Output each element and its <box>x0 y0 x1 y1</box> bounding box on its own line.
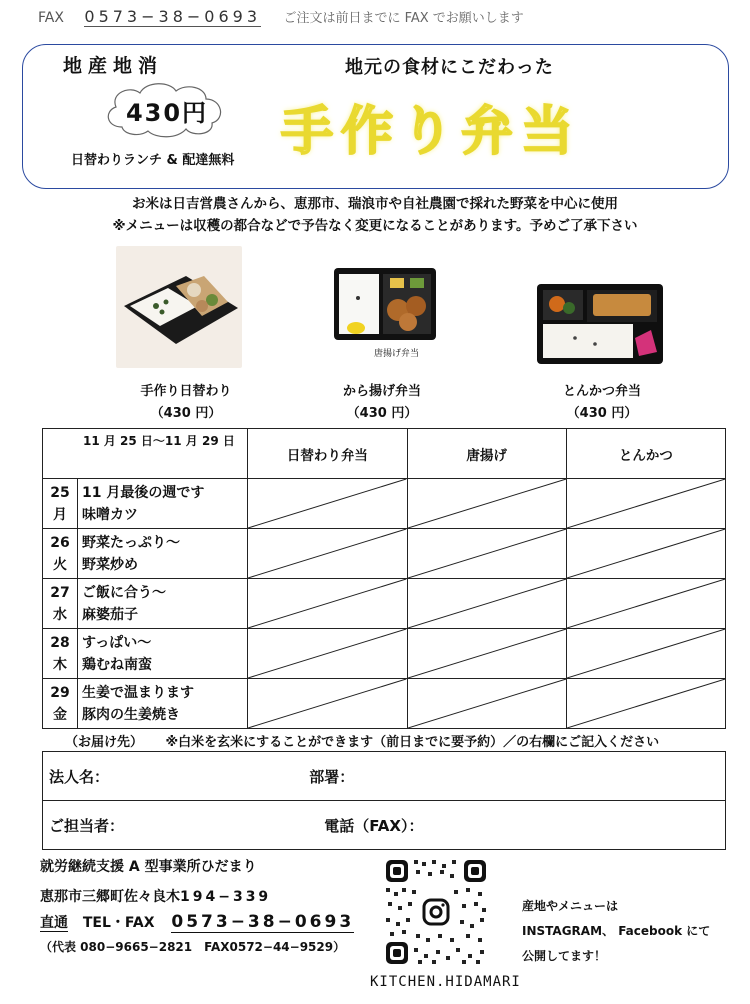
product-price-tonkatsu: （430 円） <box>566 406 638 421</box>
day-number: 28 <box>50 634 70 651</box>
table-row <box>43 629 726 679</box>
dish-line2: 豚肉の生姜焼き <box>82 706 181 723</box>
column-karaage: 唐揚げ <box>407 429 566 479</box>
price-cloud <box>100 79 230 139</box>
column-tonkatsu: とんかつ <box>566 429 725 479</box>
order-cell-daily[interactable] <box>248 529 407 579</box>
day-cell <box>43 579 78 629</box>
table-row <box>43 579 726 629</box>
product-price-karaage: （430 円） <box>346 406 418 421</box>
photo-daily-bento <box>116 246 242 368</box>
tel-fax-number: 0573−38−0693 <box>171 912 355 932</box>
product-price-daily: （430 円） <box>150 406 222 421</box>
dish-cell <box>78 479 248 529</box>
table-row <box>43 679 726 729</box>
order-table <box>42 428 726 729</box>
weekday: 木 <box>53 656 68 673</box>
dish-cell <box>78 679 248 729</box>
order-note: ご注文は前日までに FAX でお願いします <box>283 11 524 26</box>
contact-label: ご担当者： <box>49 816 125 835</box>
table-row <box>43 479 726 529</box>
order-cell-tonkatsu[interactable] <box>566 579 725 629</box>
dish-line2: 麻婆茄子 <box>82 606 139 623</box>
dish-line1: すっぱい〜 <box>82 634 152 651</box>
instagram-handle: KITCHEN.HIDAMARI <box>370 974 521 990</box>
product-caption-karaage <box>302 381 462 425</box>
footer-contact <box>40 856 354 955</box>
representative-line: （代表 080−9665−2821 FAX0572−44−9529） <box>40 940 346 954</box>
customer-info-table <box>42 751 726 850</box>
order-cell-daily[interactable] <box>248 629 407 679</box>
direct-label: 直通 <box>40 915 68 931</box>
price-label: 430円 <box>125 99 209 127</box>
product-caption-tonkatsu <box>522 381 682 425</box>
day-cell <box>43 629 78 679</box>
instagram-qr-code[interactable] <box>382 856 490 968</box>
fax-number: 0573−38−0693 <box>84 7 261 26</box>
photo-karaage-bento <box>330 262 440 366</box>
fax-order-line <box>38 7 524 26</box>
order-cell-karaage[interactable] <box>407 579 566 629</box>
address-number: 194−339 <box>180 889 272 905</box>
phone-label: 電話（FAX）： <box>324 816 424 835</box>
photo-label: 唐揚げ弁当 <box>374 349 420 359</box>
dish-line2: 野菜炒め <box>82 556 139 573</box>
product-caption-daily <box>106 381 266 425</box>
day-number: 27 <box>50 584 70 601</box>
dish-line1: 生姜で温まります <box>82 684 195 701</box>
tel-fax-label: TEL・FAX <box>82 915 155 931</box>
weekday: 月 <box>53 506 68 523</box>
local-produce-label: 地産地消 <box>63 55 164 77</box>
menu-change-notice: ※メニューは収穫の都合などで予告なく変更になることがあります。予めご了承下さい <box>112 218 638 234</box>
product-name-daily: 手作り日替わり <box>140 384 232 399</box>
contact-field[interactable] <box>43 801 726 850</box>
product-name-karaage: から揚げ弁当 <box>342 384 421 399</box>
dish-cell <box>78 629 248 679</box>
order-cell-karaage[interactable] <box>407 529 566 579</box>
column-daily: 日替わり弁当 <box>248 429 407 479</box>
day-cell <box>43 529 78 579</box>
header-banner <box>22 44 729 189</box>
department-label: 部署： <box>309 767 355 786</box>
weekday: 金 <box>53 706 68 723</box>
weekday: 火 <box>53 556 68 573</box>
order-cell-tonkatsu[interactable] <box>566 629 725 679</box>
tagline: 地元の食材にこだわった <box>345 57 554 78</box>
order-cell-karaage[interactable] <box>407 629 566 679</box>
day-cell <box>43 479 78 529</box>
dish-line1: 野菜たっぷり〜 <box>82 534 181 551</box>
weekday: 水 <box>53 606 68 623</box>
dish-line1: ご飯に合う〜 <box>82 584 167 601</box>
dish-line2: 鶏むね南蛮 <box>82 656 153 673</box>
address <box>40 886 354 906</box>
order-cell-tonkatsu[interactable] <box>566 679 725 729</box>
day-number: 25 <box>50 484 70 501</box>
company-label: 法人名： <box>49 767 110 786</box>
order-table-header <box>43 429 726 479</box>
day-cell <box>43 679 78 729</box>
delivery-note <box>65 731 659 750</box>
ingredient-notice: お米は日吉営農さんから、恵那市、瑞浪市や自社農園で採れた野菜を中心に使用 <box>132 196 618 212</box>
order-cell-daily[interactable] <box>248 679 407 729</box>
sns-line2: INSTAGRAM、 Facebook にて <box>522 924 711 938</box>
delivery-label: （お届け先） <box>65 735 144 750</box>
dish-cell <box>78 529 248 579</box>
brown-rice-note: ※白米を玄米にすることができます（前日までに要予約）／の右欄にご記入ください <box>165 735 660 750</box>
order-cell-tonkatsu[interactable] <box>566 479 725 529</box>
day-number: 29 <box>50 684 70 701</box>
sns-note <box>522 894 710 969</box>
table-row <box>43 529 726 579</box>
sns-line3: 公開してます！ <box>522 949 607 963</box>
order-cell-karaage[interactable] <box>407 679 566 729</box>
page-title: 手作り弁当 <box>281 101 582 162</box>
date-range: 11 月 25 日〜11 月 29 日 <box>43 429 248 479</box>
daily-lunch-label: 日替わりランチ & 配達無料 <box>71 153 235 168</box>
order-cell-daily[interactable] <box>248 479 407 529</box>
product-name-tonkatsu: とんかつ弁当 <box>562 384 641 399</box>
address-text: 恵那市三郷町佐々良木 <box>40 889 180 905</box>
dish-line2: 味噌カツ <box>82 506 139 523</box>
order-cell-tonkatsu[interactable] <box>566 529 725 579</box>
fax-label: FAX <box>38 10 64 26</box>
dish-line1: 11 月最後の週です <box>82 484 205 501</box>
sns-line1: 産地やメニューは <box>522 899 619 913</box>
order-cell-daily[interactable] <box>248 579 407 629</box>
organization-name: 就労継続支援 A 型事業所ひだまり <box>40 859 257 875</box>
photo-tonkatsu-bento <box>535 282 665 366</box>
company-field[interactable] <box>43 752 726 801</box>
day-number: 26 <box>50 534 70 551</box>
direct-line <box>40 912 354 932</box>
order-cell-karaage[interactable] <box>407 479 566 529</box>
dish-cell <box>78 579 248 629</box>
